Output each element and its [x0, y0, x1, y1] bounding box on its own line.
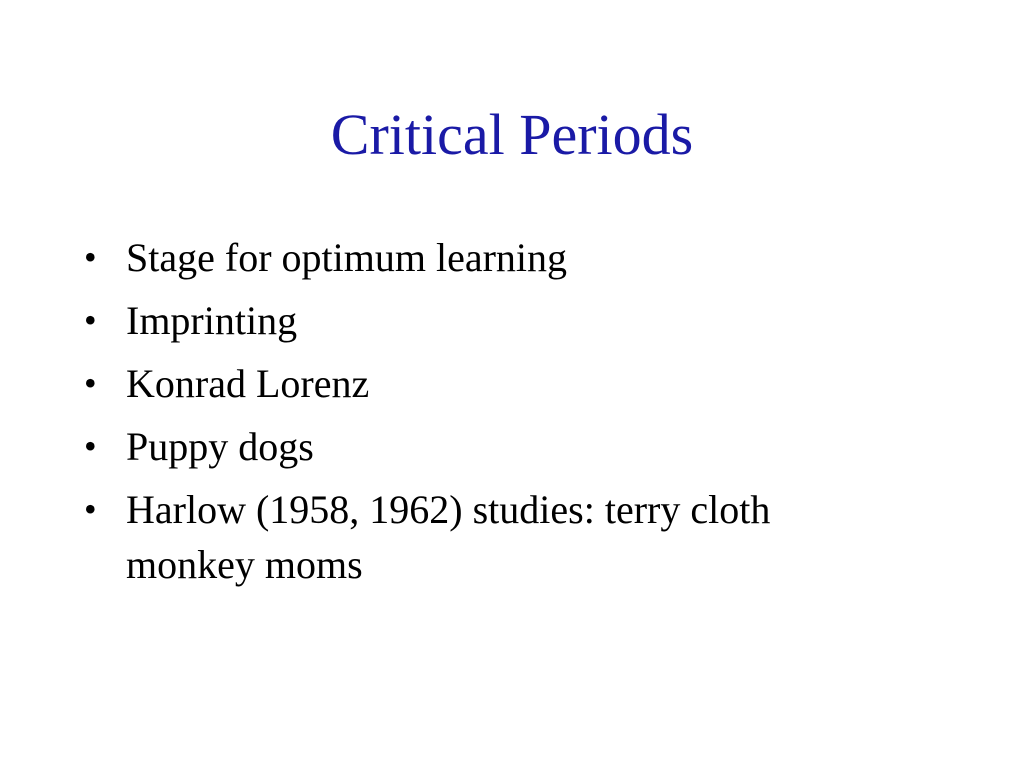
bullet-text: Imprinting	[126, 298, 298, 343]
bullet-item	[84, 482, 904, 592]
bullet-text: Harlow (1958, 1962) studies: terry cloth monkey moms	[126, 487, 771, 587]
bullet-text: Puppy dogs	[126, 424, 314, 469]
bullet-text: Konrad Lorenz	[126, 361, 370, 406]
slide-title: Critical Periods	[330, 102, 694, 167]
bullet-item	[84, 230, 904, 285]
bullet-item	[84, 293, 904, 348]
bullet-marker: •	[84, 363, 97, 403]
bullet-text: Stage for optimum learning	[126, 235, 568, 280]
bullet-marker: •	[84, 300, 97, 340]
bullet-marker: •	[84, 237, 97, 277]
bullet-marker: •	[84, 489, 97, 529]
bullet-marker: •	[84, 426, 97, 466]
bullet-item	[84, 356, 904, 411]
bullet-item	[84, 419, 904, 474]
bullet-list	[84, 230, 904, 600]
